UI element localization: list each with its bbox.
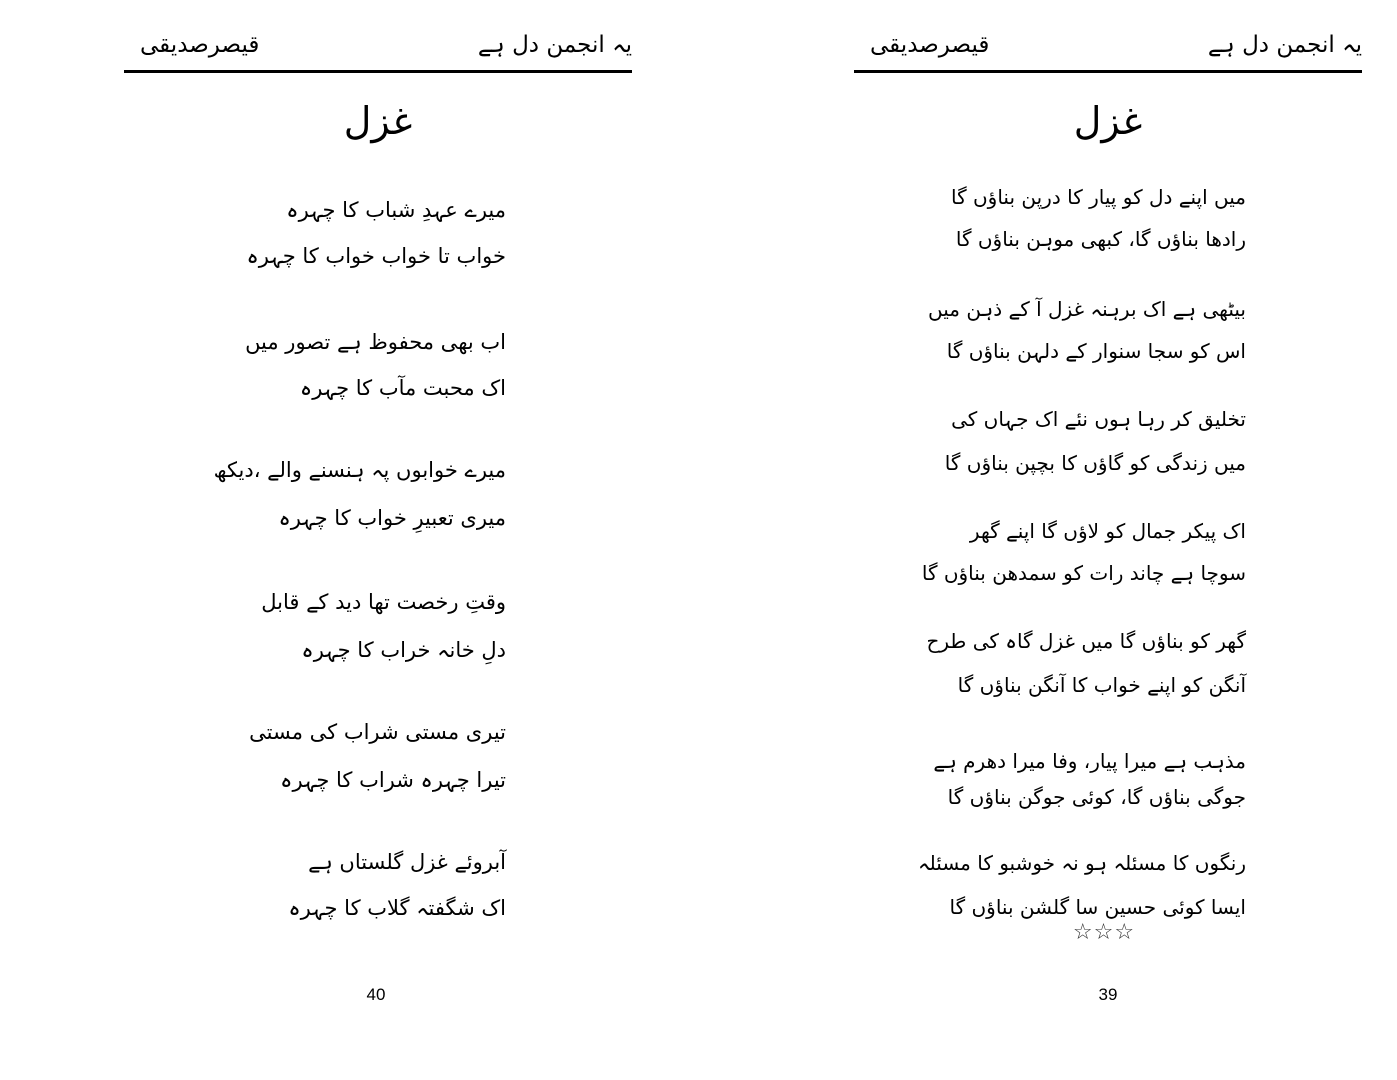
verse-line: اک محبت مآب کا چہرہ [299,376,506,400]
page-number: 40 [366,985,386,1004]
verse-line: جوگی بناؤں گا، کوئی جوگن بناؤں گا [947,785,1246,809]
header-rule [854,70,1362,73]
verse-line: تیرا چہرہ شراب کا چہرہ [280,768,506,792]
verse-line: اب بھی محفوظ ہے تصور میں [245,330,506,354]
book-title: یہ انجمن دل ہے [1207,32,1362,58]
verse-line: خواب تا خواب خواب کا چہرہ [246,244,506,268]
ghazal-title: غزل [1073,99,1143,143]
page-number: 39 [1098,985,1118,1004]
right-page-header [854,20,1362,72]
book-title: یہ انجمن دل ہے [477,32,632,58]
header-rule [124,70,632,73]
verse-line: وقتِ رخصت تھا دید کے قابل [261,590,506,614]
verse-line: میرے عہدِ شباب کا چہرہ [286,198,506,222]
star-divider: ☆☆☆ [1072,920,1136,945]
verse-line: ایسا کوئی حسین سا گلشن بناؤں گا [949,895,1246,919]
verse-line: تخلیق کر رہا ہوں نئے اک جہاں کی [951,407,1246,431]
left-page [0,0,698,1080]
verse-line: دلِ خانہ خراب کا چہرہ [301,638,506,662]
verse-line: سوچا ہے چاند رات کو سمدھن بناؤں گا [921,561,1246,585]
left-page-header [124,20,632,72]
verse-line: میں زندگی کو گاؤں کا بچپن بناؤں گا [944,451,1246,475]
verse-line: مذہب ہے میرا پیار، وفا میرا دھرم ہے [933,749,1246,773]
verse-line: رنگوں کا مسئلہ ہو نہ خوشبو کا مسئلہ [917,851,1246,875]
verse-line: میرے خوابوں پہ ہنسنے والے ،دیکھ [213,458,506,482]
verse-line: رادھا بناؤں گا، کبھی موہن بناؤں گا [955,227,1246,251]
verse-line: تیری مستی شراب کی مستی [249,720,506,744]
verse-line: اس کو سجا سنوار کے دلہن بناؤں گا [946,339,1246,363]
verse-line: اک شگفتہ گلاب کا چہرہ [288,896,506,920]
verse-line: اک پیکر جمال کو لاؤں گا اپنے گھر [969,519,1246,543]
verse-line: میری تعبیرِ خواب کا چہرہ [278,506,506,530]
verse-line: آنگن کو اپنے خواب کا آنگن بناؤں گا [957,673,1246,697]
author-name: قیصرصدیقی [870,32,990,58]
verse-line: میں اپنے دل کو پیار کا درپن بناؤں گا [951,185,1246,209]
author-name: قیصرصدیقی [140,32,260,58]
ghazal-title: غزل [343,99,413,143]
verse-line: گھر کو بناؤں گا میں غزل گاہ کی طرح [926,629,1246,653]
verse-line: آبروئے غزل گلستاں ہے [308,850,506,874]
verse-line: بیٹھی ہے اک برہنہ غزل آ کے ذہن میں [928,297,1246,321]
right-page [698,0,1397,1080]
